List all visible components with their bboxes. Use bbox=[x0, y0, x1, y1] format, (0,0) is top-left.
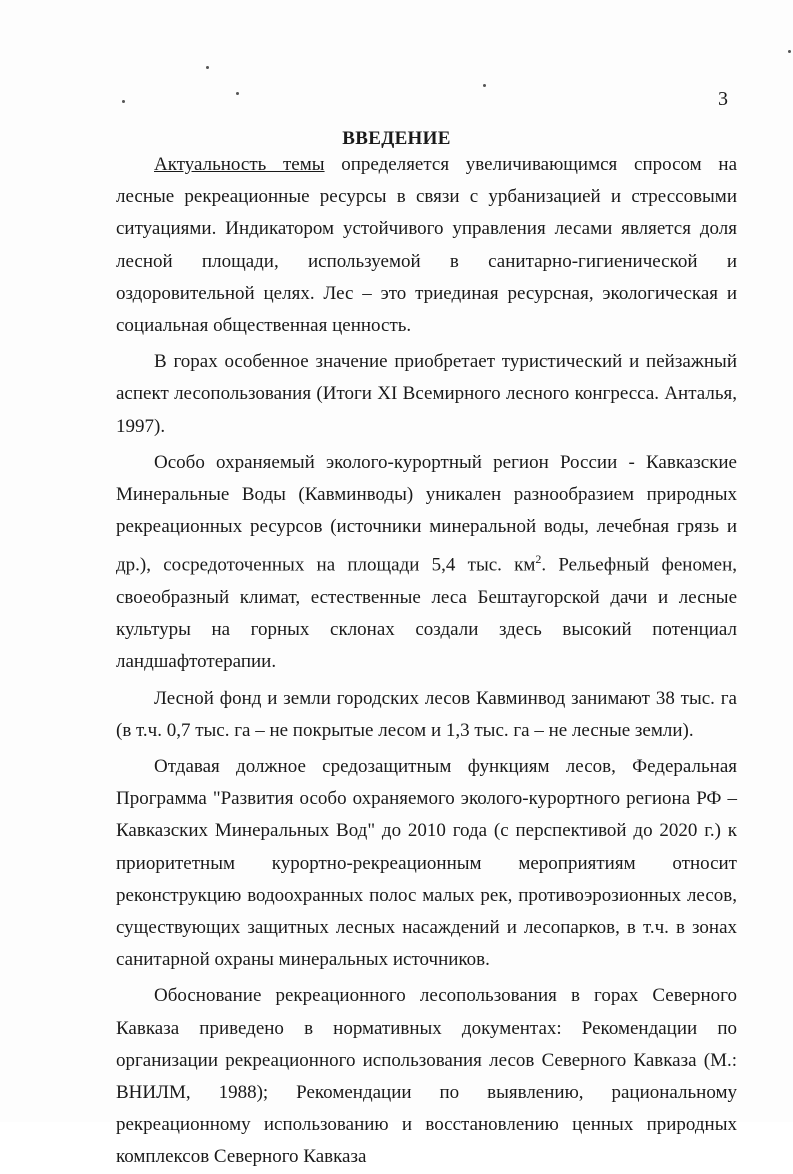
paragraph-6 bbox=[116, 980, 737, 1173]
scan-speck bbox=[483, 84, 486, 87]
paragraph-2 bbox=[116, 346, 737, 443]
paragraph-text: Обоснование рекреационного лесопользования в горах Северного Кавказа приведено в нормативных документах: Рекомендации по организации рекреационного использования лесов Северного Кавказа (М.: ВНИЛМ, 1988); Рекомендации по выявлению, рациональному рекреационному использованию и восстановлению ценных природных комплексов Северного Кавказа bbox=[116, 985, 737, 1168]
scan-speck bbox=[122, 100, 125, 103]
superscript: 2 bbox=[535, 552, 542, 567]
scan-speck bbox=[788, 50, 791, 53]
scan-speck bbox=[206, 66, 209, 69]
paragraph-1 bbox=[116, 149, 737, 342]
paragraph-3 bbox=[116, 447, 737, 679]
paragraph-5 bbox=[116, 751, 737, 976]
scan-speck bbox=[236, 92, 239, 95]
paragraph-4 bbox=[116, 683, 737, 747]
paragraph-text-continued: . Рельефный феномен, своеобразный климат, естественные леса Бештаугорской дачи и лесные культуры на горных склонах создали здесь высокий потенциал ландшафтотерапии. bbox=[116, 554, 737, 673]
body-text bbox=[116, 149, 737, 1174]
topic-relevance-label: Актуальность темы bbox=[154, 154, 325, 175]
paragraph-text: Лесной фонд и земли городских лесов Кавминвод занимают 38 тыс. га (в т.ч. 0,7 тыс. га – не покрытые лесом и 1,3 тыс. га – не лесные земли). bbox=[116, 687, 737, 741]
paragraph-text: В горах особенное значение приобретает туристический и пейзажный аспект лесопользования (Итоги XI Всемирного лесного конгресса. Анталья, 1997). bbox=[116, 351, 737, 437]
page-number: 3 bbox=[718, 88, 728, 110]
section-heading: ВВЕДЕНИЕ bbox=[342, 128, 451, 149]
paragraph-text: Особо охраняемый эколого-курортный регион России - Кавказские Минеральные Воды (Кавминводы) уникален разнообразием природных рекреационных ресурсов (источники минеральной воды, лечебная грязь и др.), сосредоточенных на площади 5,4 тыс. км bbox=[116, 451, 737, 576]
paragraph-text: Отдавая должное средозащитным функциям лесов, Федеральная Программа "Развития особо охраняемого эколого-курортного региона РФ – Кавказских Минеральных Вод" до 2010 года (с перспективой до 2020 г.) к приоритетным курортно-рекреационным мероприятиям относит реконструкцию водоохранных полос малых рек, противоэрозионных лесов, существующих защитных лесных насаждений и лесопарков, в т.ч. в зонах санитарной охраны минеральных источников. bbox=[116, 755, 737, 971]
paragraph-text: определяется увеличивающимся спросом на лесные рекреационные ресурсы в связи с урбанизацией и стрессовыми ситуациями. Индикатором устойчивого управления лесами является доля лесной площади, используемой в санитарно-гигиенической и оздоровительной целях. Лес – это триединая ресурсная, экологическая и социальная общественная ценность. bbox=[116, 154, 737, 337]
